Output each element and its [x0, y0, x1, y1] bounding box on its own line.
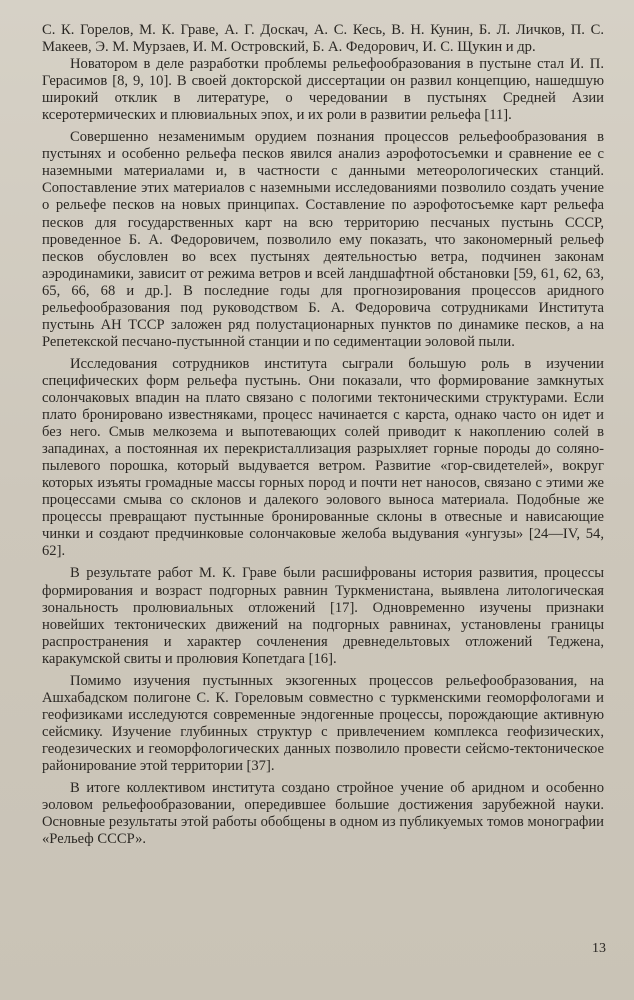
paragraph-authors-continued: С. К. Горелов, М. К. Граве, А. Г. Доскач, А. С. Кесь, В. Н. Кунин, Б. Л. Личков, П. С. Макеев, Э. М. Мурзаев, И. М. Островский, Б. А. Федорович, И. С. Щукин и др.	[42, 22, 604, 56]
paragraph-desert-relief-forms: Исследования сотрудников института сыграли большую роль в изучении специфических форм рельефа пустынь. Они показали, что формирование замкнутых солончаковых впадин на плато связано с пологими тектоническими структурами. Если плато бронировано известняками, процесс начинается с карста, однако часто он идет и без него. Смыв мелкозема и выпотевающих солей приводит к накоплению солей в западинах, а постоянная их перекристаллизация разрыхляет горные породы до соляно-пылевого порошка, который выдувается ветром. Развитие «гор-свидетелей», вокруг которых изъяты громадные массы горных пород и почти нет наносов, связано с этими же процессами смыва со склонов и далекого эолового выноса материала. Подобные же процессы превращают пустынные бронированные склоны в отвесные и нависающие чинки и создают предчинковые солончаковые желоба выдувания «унгузы» [24—IV, 54, 62].	[42, 355, 604, 560]
paragraph-aerial-survey: Совершенно незаменимым орудием познания процессов рельефообразования в пустынях и особенно рельефа песков явился анализ аэрофотосъемки и сравнение ее с наземными материалами и, в частности с данными метеорологических станций. Сопоставление этих материалов с наземными исследованиями позволило создать учение о рельефе песков на новых принципах. Составление по аэрофотосъемке карт рельефа песков для государственных карт на всю территорию песчаных пустынь СССР, проведенное Б. А. Федоровичем, позволило ему показать, что закономерный рельеф песков обусловлен во всех пустынях деятельностью ветра, подчинен законам аэродинамики, зависит от режима ветров и всей ландшафтной обстановки [59, 61, 62, 63, 65, 66, 68 и др.]. В последние годы для прогнозирования процессов аридного рельефообразования под руководством Б. А. Федоровича сотрудниками Института пустынь АН ТССР заложен ряд полустационарных пунктов по динамике песков, а на Репетекской песчано-пустынной станции и по седиментации эоловой пыли.	[42, 129, 604, 350]
paragraph-gerasimov: Новатором в деле разработки проблемы рельефообразования в пустыне стал И. П. Герасимов [8, 9, 10]. В своей докторской диссертации он развил концепцию, нашедшую широкий отклик в литературе, о чередовании в пустынях Средней Азии ксеротермических и плювиальных эпох, и их роли в развитии рельефа [11].	[42, 56, 604, 124]
paragraph-grave-plains: В результате работ М. К. Граве были расшифрованы история развития, процессы формирования и возраст подгорных равнин Туркменистана, выявлена литологическая зональность пролювиальных отложений [17]. Одновременно изучены признаки новейших тектонических движений на подгорных равнинах, установлены границы распространения и характер сочленения древнедельтовых отложений Теджена, каракумской свиты и пролювия Копетдага [16].	[42, 565, 604, 667]
paragraph-conclusion: В итоге коллективом института создано стройное учение об аридном и особенно эоловом рельефообразовании, опередившее большие достижения зарубежной науки. Основные результаты этой работы обобщены в одном из публикуемых томов монографии «Рельеф СССР».	[42, 780, 604, 848]
page-number: 13	[592, 941, 606, 956]
body-text	[42, 22, 604, 848]
paragraph-ashkhabad-polygon: Помимо изучения пустынных экзогенных процессов рельефообразования, на Ашхабадском полигоне С. К. Гореловым совместно с туркменскими геоморфологами и геофизиками исследуются современные эндогенные процессы, порождающие активную сейсмику. Изучение глубинных структур с привлечением комплекса геофизических, геодезических и геоморфологических данных позволило провести сейсмо-тектоническое районирование этой территории [37].	[42, 672, 604, 774]
